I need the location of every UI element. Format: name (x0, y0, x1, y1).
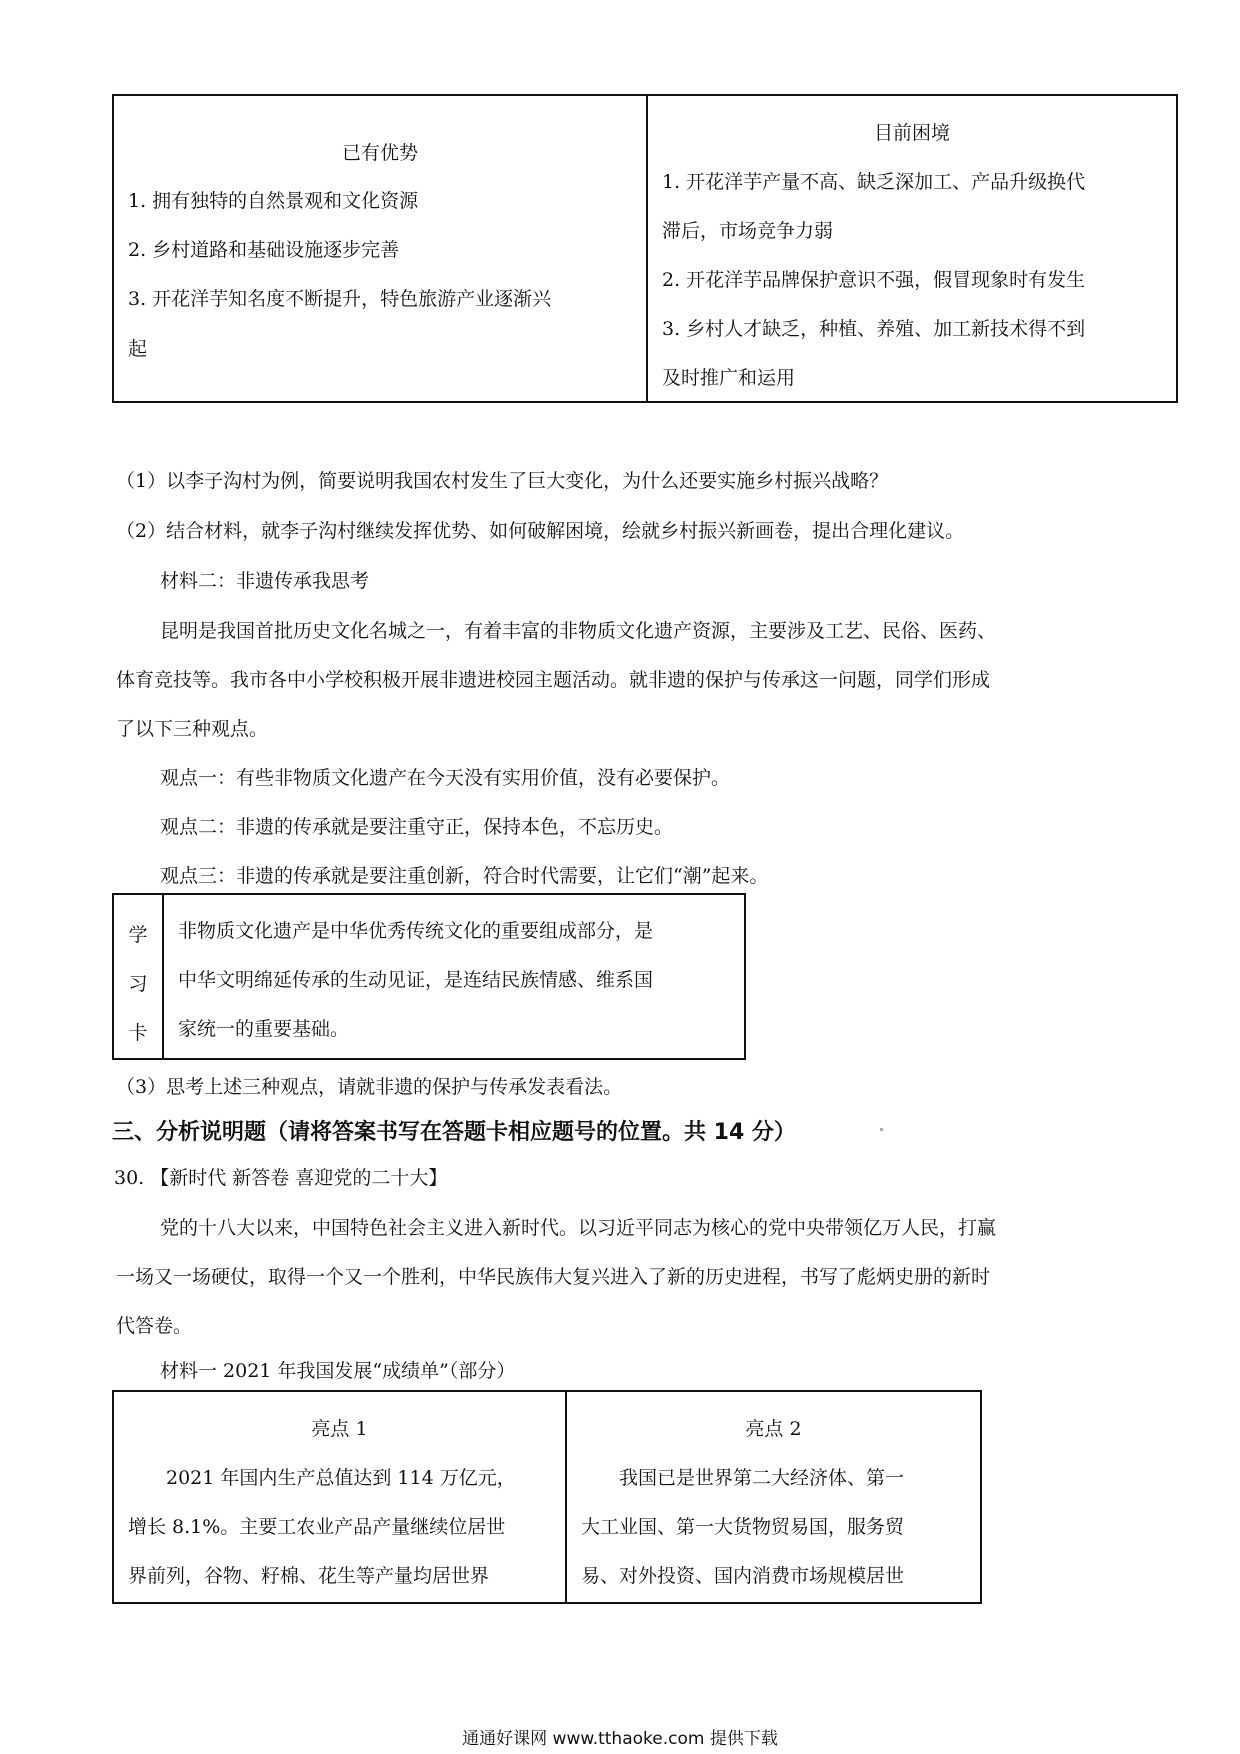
view-2: 观点二：非遗的传承就是要注重守正，保持本色，不忘历史。 (160, 816, 674, 838)
material2-paragraph-line: 体育竞技等。我市各中小学校积极开展非遗进校园主题活动。就非遗的保护与传承这一问题，同学们形成 (116, 669, 991, 691)
highlight-2-cell (567, 1392, 980, 1602)
study-card-divider (162, 895, 164, 1058)
material2-paragraph-line: 昆明是我国首批历史文化名城之一，有着丰富的非物质文化遗产资源，主要涉及工艺、民俗、医药、 (160, 620, 997, 642)
advantage-line: 3. 开花洋芋知名度不断提升，特色旅游产业逐渐兴 (128, 288, 552, 310)
highlight-2-header: 亮点 2 (745, 1418, 802, 1440)
material2-paragraph-line: 了以下三种观点。 (116, 718, 269, 740)
question-30-title: 30. 【新时代 新答卷 喜迎党的二十大】 (114, 1167, 448, 1189)
section3-paragraph-line: 一场又一场硬仗，取得一个又一个胜利，中华民族伟大复兴进入了新的历史进程，书写了彪炳史册的新时 (116, 1266, 991, 1288)
study-card-label-char: 卡 (128, 1022, 148, 1044)
section3-paragraph-line: 党的十八大以来，中国特色社会主义进入新时代。以习近平同志为核心的党中央带领亿万人民，打赢 (160, 1217, 997, 1239)
question-3: （3）思考上述三种观点，请就非遗的保护与传承发表看法。 (116, 1076, 623, 1098)
highlight-2-line: 大工业国、第一大货物贸易国，服务贸 (581, 1516, 905, 1538)
advantages-header: 已有优势 (341, 142, 418, 164)
study-card (112, 893, 746, 1060)
study-card-label-char: 习 (128, 973, 148, 995)
view-1: 观点一：有些非物质文化遗产在今天没有实用价值，没有必要保护。 (160, 767, 731, 789)
highlight-2-line: 易、对外投资、国内消费市场规模居世 (581, 1565, 905, 1587)
difficulties-cell (648, 96, 1176, 401)
question-1: （1）以李子沟村为例，简要说明我国农村发生了巨大变化，为什么还要实施乡村振兴战略？ (116, 470, 889, 492)
study-card-line: 非物质文化遗产是中华优秀传统文化的重要组成部分，是 (178, 920, 654, 942)
section3-paragraph-line: 代答卷。 (116, 1315, 193, 1337)
achievements-table (112, 1390, 982, 1604)
difficulty-line: 3. 乡村人才缺乏，种植、养殖、加工新技术得不到 (662, 318, 1086, 340)
difficulties-header: 目前困境 (873, 122, 950, 144)
highlight-1-line: 增长 8.1%。主要工农业产品产量继续位居世 (128, 1516, 506, 1538)
advantages-difficulties-table (112, 94, 1178, 403)
material2-title: 材料二：非遗传承我思考 (160, 570, 370, 592)
difficulty-line: 及时推广和运用 (662, 367, 796, 389)
material1-title: 材料一 2021 年我国发展“成绩单”（部分） (160, 1360, 516, 1382)
highlight-2-line: 我国已是世界第二大经济体、第一 (619, 1467, 905, 1489)
highlight-1-line: 界前列，谷物、籽棉、花生等产量均居世界 (128, 1565, 490, 1587)
advantages-cell (114, 96, 646, 401)
advantage-line: 2. 乡村道路和基础设施逐步完善 (128, 239, 400, 261)
study-card-line: 家统一的重要基础。 (178, 1018, 350, 1040)
study-card-label-char: 学 (128, 924, 148, 946)
advantage-line: 1. 拥有独特的自然景观和文化资源 (128, 190, 419, 212)
highlight-1-cell (114, 1392, 565, 1602)
highlight-1-line: 2021 年国内生产总值达到 114 万亿元， (166, 1467, 516, 1489)
difficulty-line: 2. 开花洋芋品牌保护意识不强，假冒现象时有发生 (662, 269, 1086, 291)
section-title: 三、分析说明题（请将答案书写在答题卡相应题号的位置。共 14 分） (112, 1120, 796, 1145)
study-card-line: 中华文明绵延传承的生动见证，是连结民族情感、维系国 (178, 969, 654, 991)
download-footer: 通通好课网 www.tthaoke.com 提供下载 (462, 1729, 778, 1749)
difficulty-line: 1. 开花洋芋产量不高、缺乏深加工、产品升级换代 (662, 171, 1086, 193)
advantage-line: 起 (128, 338, 148, 360)
question-2: （2）结合材料，就李子沟村继续发挥优势、如何破解困境，绘就乡村振兴新画卷，提出合理化建议。 (116, 520, 965, 542)
difficulty-line: 滞后，市场竞争力弱 (662, 220, 834, 242)
highlight-1-header: 亮点 1 (311, 1418, 368, 1440)
view-3: 观点三：非遗的传承就是要注重创新，符合时代需要，让它们“潮”起来。 (160, 865, 769, 887)
stray-mark (880, 1128, 883, 1131)
